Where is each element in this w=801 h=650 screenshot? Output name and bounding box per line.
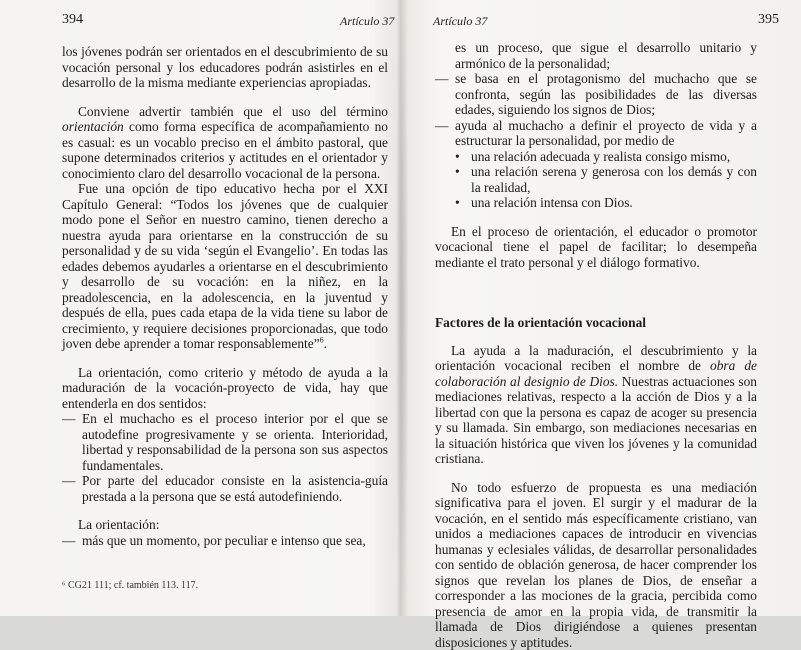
text-span: Nuestras actuaciones son mediaciones relativas, respecto a la acción de Dios y a la libertad con que la persona es capaz de acoger su presencia y su llamada. Sin embargo, son mediaciones necesarias en la situación histórica que viven los jóvenes y la comunidad cristiana. xyxy=(435,374,757,467)
paragraph: los jóvenes podrán ser orientados en el descubrimiento de su vocación personal y los educadores podrán asistirles en el desarrollo de la misma mediante experiencias apropiadas. xyxy=(62,44,388,91)
section-heading: Factores de la orientación vocacional xyxy=(435,315,757,331)
page-number-left: 394 xyxy=(62,12,83,28)
list-text: una relación adecuada y realista consigo mismo, xyxy=(471,149,730,164)
footnote: ⁶ CG21 111; cf. también 113. 117. xyxy=(62,580,198,591)
paragraph: Fue una opción de tipo educativo hecha por el XXI Capítulo General: “Todos los jóvenes que de cualquier modo pone el Señor en nuestro camino, tienen derecho a nuestra ayuda para orientarse en la construcción de su personalidad y de su vida ‘según el Evangelio’. En todas las edades debemos ayudarles a orientarse en el descubrimiento y desarrollo de su vocación: en la niñez, en la preadolescencia, en la adolescencia, en la juventud y después de ella, pues cada etapa de la vida tiene su labor de crecimiento, y requiere decisiones proporcionadas, que todo joven debe aprender a tomar responsablemente”$^6$. xyxy=(62,181,388,352)
list-text: se basa en el protagonismo del muchacho que se confronta, según las posibilidades de las diversas edades, siguiendo los signos de Dios; xyxy=(455,71,757,117)
list-text: una relación intensa con Dios. xyxy=(471,195,633,210)
bullet-list-item xyxy=(435,164,757,195)
italic-term: obra de colaboración al designio de Dios. xyxy=(435,358,757,389)
bullet-marker: • xyxy=(455,149,460,165)
dash-list-item xyxy=(62,473,388,504)
paragraph: La orientación, como criterio y método de ayuda a la maduración de la vocación-proyecto de vida, hay que entenderla en dos sentidos: xyxy=(62,365,388,412)
text-span: Conviene advertir también que el uso del término xyxy=(78,104,388,119)
bullet-list-item xyxy=(435,195,757,211)
left-page xyxy=(0,0,400,616)
dash-list-item xyxy=(435,71,757,118)
dash-list-item xyxy=(62,533,388,549)
list-text: más que un momento, por peculiar e intenso que sea, xyxy=(82,533,366,548)
text-span: La ayuda a la maduración, el descubrimiento y la orientación vocacional reciben el nombre de xyxy=(435,343,757,374)
left-page-body xyxy=(62,44,388,548)
quote-text: Fue una opción de tipo educativo hecha por el XXI Capítulo General: “Todos los jóvenes que de cualquier modo pone el Señor en nuestro camino, tienen derecho a nuestra ayuda para orientarse en la construcción de su personalidad y de su vida ‘según el Evangelio’. En todas las edades debemos ayudarles a orientarse en el descubrimiento y desarrollo de su vocación: en la niñez, en la preadolescencia, en la adolescencia, en la juventud y después de ella, pues cada etapa de la vida tiene su labor de crecimiento, y requiere decisiones proporcionadas, que todo joven debe aprender a tomar responsablemente” xyxy=(62,181,388,351)
dash-marker: — xyxy=(62,411,75,427)
list-text: ayuda al muchacho a definir el proyecto de vida y a estructurar la personalidad, por medio de xyxy=(455,118,757,149)
dash-list-item-continued xyxy=(435,40,757,71)
dash-list-item xyxy=(435,118,757,149)
text-span: como forma específica de acompañamiento no es casual: es un vocablo preciso en el ámbito pastoral, que supone determinados criterios y actitudes en el orientador y conocimiento claro del desarrollo vocacional de la persona. xyxy=(62,119,388,181)
paragraph: No todo esfuerzo de propuesta es una mediación significativa para el joven. El surgir y el madurar de la vocación, en el sentido más específicamente cristiano, van unidos a mediaciones capaces de introducir en vivencias humanas y eclesiales válidas, de desarrollar personalidades con sentido de oblación generosa, de hacer comprender los signos que revelan los planes de Dios, de enseñar a corresponder a las mociones de la gracia, percibida como presencia de amor en la propia vida, de transmitir la llamada de Dios dirigiéndose a quienes presentan disposiciones y aptitudes. xyxy=(435,480,757,650)
right-page xyxy=(401,0,801,616)
list-text: una relación serena y generosa con los demás y con la realidad, xyxy=(471,164,757,195)
dash-marker: — xyxy=(435,71,448,87)
paragraph: En el proceso de orientación, el educador o promotor vocacional tiene el papel de facilitar; lo desempeña mediante el trato personal y el diálogo formativo. xyxy=(435,224,757,271)
bullet-marker: • xyxy=(455,195,460,211)
italic-term: orientación xyxy=(62,119,124,134)
dash-list-item xyxy=(62,411,388,473)
bullet-list-item xyxy=(435,149,757,165)
right-page-body xyxy=(435,40,757,650)
paragraph: La orientación: xyxy=(62,517,388,533)
list-text: es un proceso, que sigue el desarrollo unitario y armónico de la personalidad; xyxy=(455,40,757,71)
page-number-right: 395 xyxy=(758,12,779,28)
footnote-ref: 6 xyxy=(320,336,324,345)
running-head-right: Artículo 37 xyxy=(433,14,487,29)
bullet-marker: • xyxy=(455,164,460,180)
dash-marker: — xyxy=(62,533,75,549)
dash-marker: — xyxy=(62,473,75,489)
running-head-left: Artículo 37 xyxy=(340,14,394,29)
list-text: Por parte del educador consiste en la asistencia-guía prestada a la persona que se está autodefiniendo. xyxy=(82,473,388,504)
paragraph xyxy=(62,104,388,182)
dash-marker: — xyxy=(435,118,448,134)
paragraph xyxy=(435,343,757,467)
list-text: En el muchacho es el proceso interior por el que se autodefine progresivamente y se orienta. Interioridad, libertad y responsabilidad de la persona son sus aspectos fundamentales. xyxy=(82,411,388,473)
